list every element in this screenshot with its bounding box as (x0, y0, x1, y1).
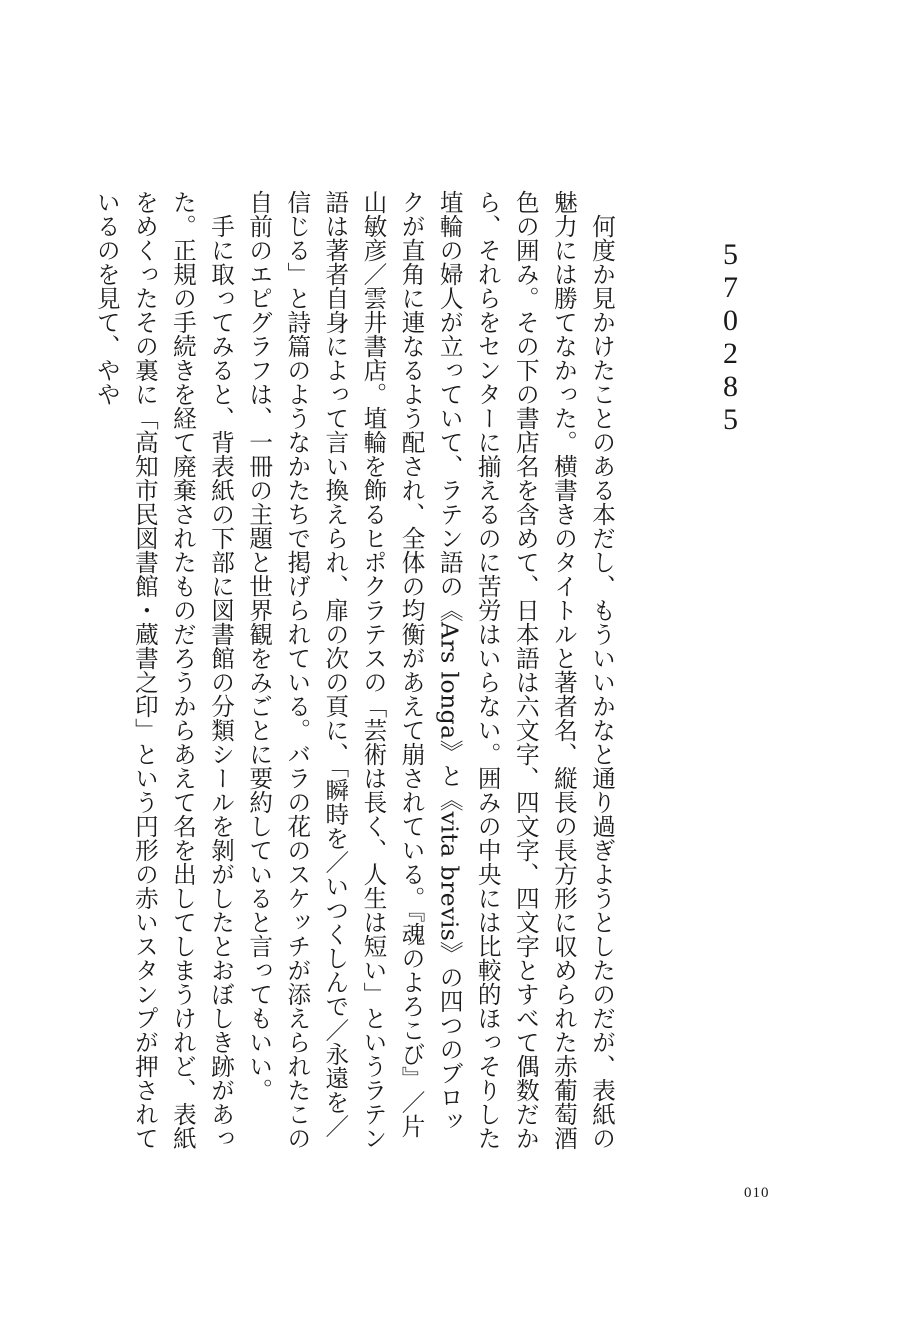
paragraph-2: 手に取ってみると、背表紙の下部に図書館の分類シールを剝がしたとおぼしき跡があった。正規の手続きを経て廃棄されたものだろうからあえて名を出してしまうけれど、表紙をめくったその裏に「高知市民図書館・蔵書之印」という円形の赤いスタンプが押されているのを見て、やや (92, 190, 236, 1150)
page-number: 010 (744, 1185, 770, 1201)
paragraph-1: 何度か見かけたことのある本だし、もういいかなと通り過ぎようとしたのだが、表紙の魅力には勝てなかった。横書きのタイトルと著者名、縦長の長方形に収められた赤葡萄酒色の囲み。その下の書店名を含めて、日本語は六文字、四文字、四文字とすべて偶数だから、それらをセンターに揃えるのに苦労はいらない。囲みの中央には比較的ほっそりした埴輪の婦人が立っていて、ラテン語の《Ars longa》と《vita brevis》の四つのブロックが直角に連なるよう配され、全体の均衡があえて崩されている。『魂のよろこび』／片山敏彦／雲井書店。埴輪を飾るヒポクラテスの「芸術は長く、人生は短い」というラテン語は著者自身によって言い換えられ、扉の次の頁に、「瞬時を／いつくしんで／永遠を／信じる」と詩篇のようなかたちで掲げられている。バラの花のスケッチが添えられたこの自前のエピグラフは、一冊の主題と世界観をみごとに要約していると言ってもいい。 (245, 190, 616, 1150)
chapter-number: 570285 (714, 238, 747, 436)
body-text (88, 190, 621, 1150)
